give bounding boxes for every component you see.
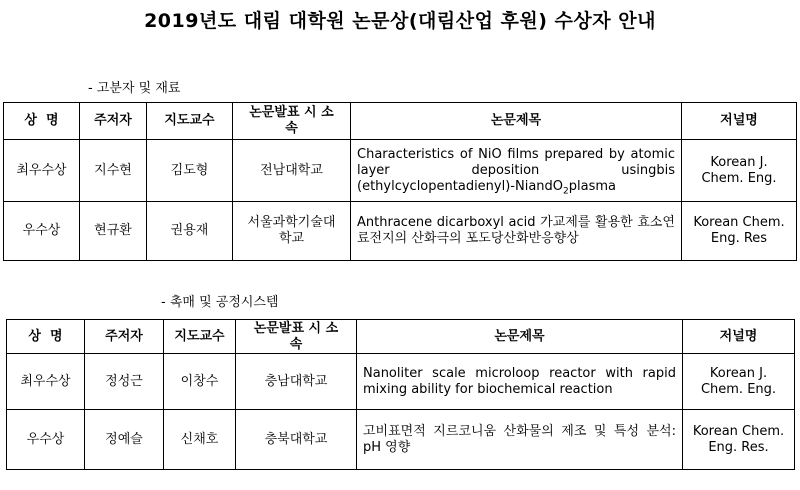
advisor-cell: 이창수 — [164, 354, 236, 410]
awards-table-polymer-materials — [3, 102, 797, 261]
advisor-cell: 권용재 — [147, 202, 233, 261]
author-cell: 정성근 — [85, 354, 164, 410]
advisor-cell: 김도형 — [147, 140, 233, 202]
award-cell: 우수상 — [4, 202, 80, 261]
header-journal: 저널명 — [682, 103, 797, 140]
affiliation-cell: 전남대학교 — [233, 140, 351, 202]
journal-cell: Korean Chem. Eng. Res. — [683, 410, 795, 470]
page-title: 2019년도 대림 대학원 논문상(대림산업 후원) 수상자 안내 — [144, 10, 656, 32]
paper-title-subscript: 2 — [563, 186, 569, 197]
author-cell: 정예슬 — [85, 410, 164, 470]
table-row — [7, 410, 795, 470]
author-cell: 지수현 — [80, 140, 147, 202]
header-author: 주저자 — [85, 320, 164, 354]
journal-cell: Korean J. Chem. Eng. — [683, 354, 795, 410]
paper-title-text: Characteristics of NiO films prepared by atomic layer deposition usingbis (ethylcyclopentadienyl)-NiandO — [357, 146, 675, 194]
table-header-row — [7, 320, 795, 354]
paper-title-cell — [351, 140, 682, 202]
advisor-cell: 신채호 — [164, 410, 236, 470]
affiliation-cell: 충북대학교 — [236, 410, 357, 470]
award-cell: 우수상 — [7, 410, 85, 470]
header-advisor: 지도교수 — [164, 320, 236, 354]
header-affiliation: 논문발표 시 소속 — [236, 320, 357, 354]
affiliation-cell: 충남대학교 — [236, 354, 357, 410]
header-paper-title: 논문제목 — [351, 103, 682, 140]
table-row — [7, 354, 795, 410]
paper-title-cell: Nanoliter scale microloop reactor with rapid mixing ability for biochemical reaction — [357, 354, 683, 410]
header-paper-title: 논문제목 — [357, 320, 683, 354]
header-award: 상 명 — [4, 103, 80, 140]
table-row — [4, 140, 797, 202]
journal-cell: Korean J. Chem. Eng. — [682, 140, 797, 202]
header-journal: 저널명 — [683, 320, 795, 354]
author-cell: 현규환 — [80, 202, 147, 261]
header-award: 상 명 — [7, 320, 85, 354]
header-advisor: 지도교수 — [147, 103, 233, 140]
header-author: 주저자 — [80, 103, 147, 140]
header-affiliation: 논문발표 시 소속 — [233, 103, 351, 140]
table-row — [4, 202, 797, 261]
awards-table-catalysis-process — [6, 319, 795, 470]
section-label-catalysis-process: - 촉매 및 공정시스템 — [161, 295, 279, 310]
award-cell: 최우수상 — [7, 354, 85, 410]
award-cell: 최우수상 — [4, 140, 80, 202]
affiliation-cell: 서울과학기술대학교 — [233, 202, 351, 261]
paper-title-cell: 고비표면적 지르코니움 산화물의 제조 및 특성 분석: pH 영향 — [357, 410, 683, 470]
paper-title-text-end: plasma — [568, 178, 616, 194]
journal-cell: Korean Chem. Eng. Res — [682, 202, 797, 261]
section-label-polymer-materials: - 고분자 및 재료 — [88, 81, 181, 96]
paper-title-cell: Anthracene dicarboxyl acid 가교제를 활용한 효소연료전지의 산화극의 포도당산화반응향상 — [351, 202, 682, 261]
table-header-row — [4, 103, 797, 140]
